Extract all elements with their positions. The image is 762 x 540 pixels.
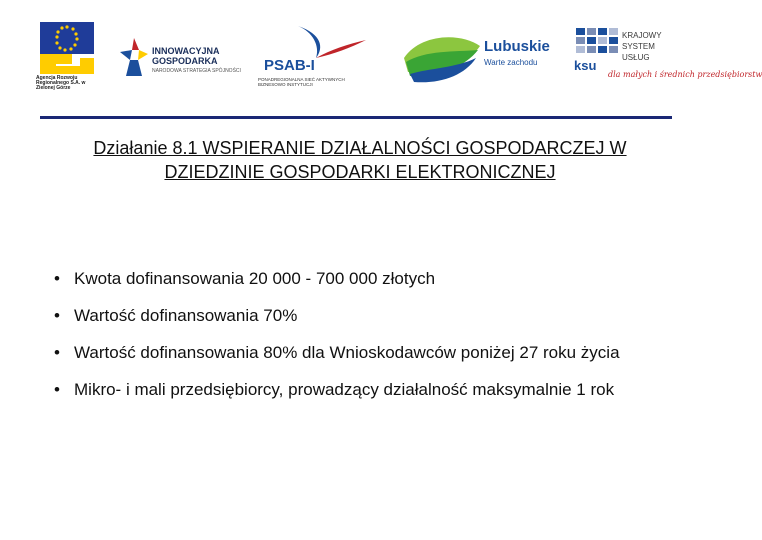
- ksu-line3: USŁUG: [622, 53, 650, 62]
- eu-flag-logo: [36, 18, 98, 96]
- bullet-item: • Mikro- i mali przedsiębiorcy, prowadzący działalność maksymalnie 1 rok: [54, 380, 615, 399]
- bullet-text: Wartość dofinansowania 80% dla Wnioskodawców poniżej 27 roku życia: [74, 343, 620, 362]
- bullet-list: [50, 268, 690, 416]
- bullet-text: Kwota dofinansowania 20 000 - 700 000 złotych: [74, 269, 436, 288]
- bullet-item: • Wartość dofinansowania 80% dla Wnioskodawców poniżej 27 roku życia: [54, 343, 620, 362]
- eu-caption: Agencja Rozwoju Regionalnego S.A. w Zielonej Górze: [36, 75, 86, 91]
- bullet-text: Mikro- i mali przedsiębiorcy, prowadzący działalność maksymalnie 1 rok: [74, 380, 615, 399]
- psab-swoosh-icon: [258, 24, 373, 60]
- ksu-script-tagline: dla małych i średnich przedsiębiorstw: [608, 70, 762, 79]
- innowacyjna-gospodarka-logo: [118, 36, 241, 84]
- ksu-grid-icon: [574, 26, 620, 56]
- innowacyjna-line2: GOSPODARKA: [152, 56, 218, 66]
- innowacyjna-emblem-icon: [118, 36, 150, 78]
- logo-bar: [0, 0, 762, 110]
- lubuskie-emblem-icon: [400, 28, 484, 86]
- lubuskie-subtitle: Warte zachodu: [484, 58, 538, 67]
- lubuskie-name: Lubuskie: [484, 38, 550, 55]
- ksu-line2: SYSTEM: [622, 42, 655, 51]
- innowacyjna-line1: INNOWACYJNA: [152, 46, 220, 56]
- psab-name: PSAB-I: [264, 57, 315, 74]
- ksu-wordmark: [622, 30, 662, 63]
- ksu-name: ksu: [574, 58, 597, 73]
- ksu-line1: KRAJOWY: [622, 31, 662, 40]
- bullet-item: • Kwota dofinansowania 20 000 - 700 000 złotych: [54, 269, 436, 288]
- bullet-item: • Wartość dofinansowania 70%: [54, 306, 298, 325]
- lubuskie-logo: [400, 28, 550, 90]
- psab-subtitle: PONADREGIONALNA SIEĆ AKTYWNYCH BIZNESOWO INSTYTUCJI: [258, 77, 345, 87]
- innowacyjna-line3: NARODOWA STRATEGIA SPÓJNOŚCI: [152, 68, 241, 74]
- bullet-text: Wartość dofinansowania 70%: [74, 306, 298, 325]
- ksu-logo: [574, 26, 762, 82]
- header-divider: [40, 116, 672, 119]
- psab-logo: [258, 24, 373, 94]
- slide-title: Działanie 8.1 WSPIERANIE DZIAŁALNOŚCI GOSPODARCZEJ W DZIEDZINIE GOSPODARKI ELEKTRONICZNEJ: [93, 138, 627, 182]
